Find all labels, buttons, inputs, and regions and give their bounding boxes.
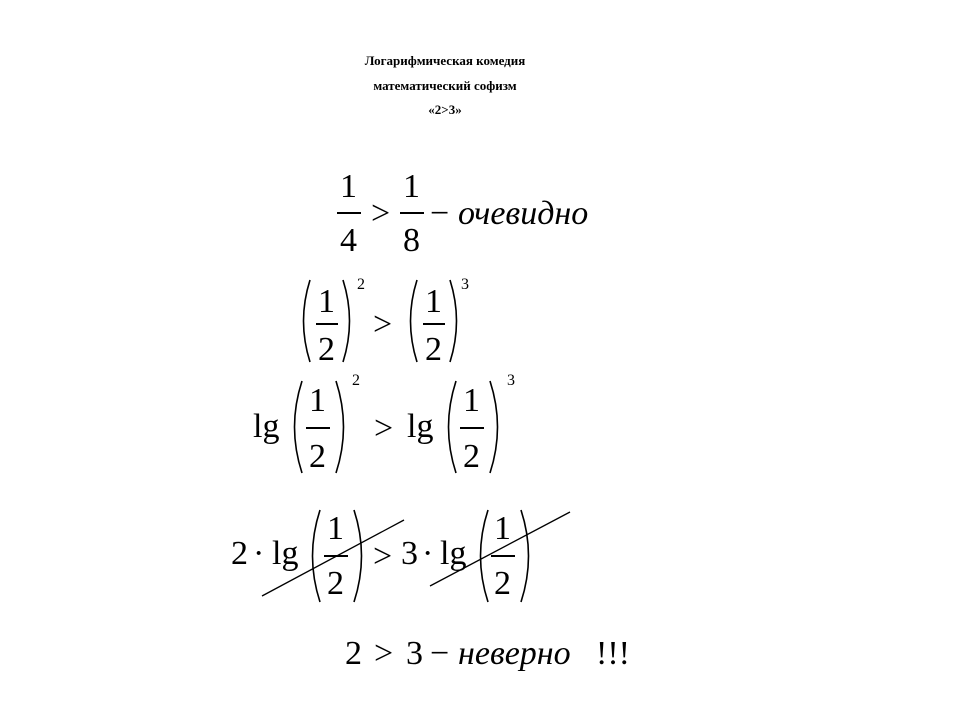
title-line-2: математический софизм <box>373 78 517 93</box>
log-function: lg <box>440 535 467 572</box>
minus-dash: − <box>430 195 450 232</box>
exponent: 3 <box>461 276 469 293</box>
minus-dash: − <box>430 635 450 672</box>
greater-than-sign: > <box>373 538 393 575</box>
fraction-numerator: 1 <box>327 510 344 547</box>
log-function: lg <box>272 535 299 572</box>
comment-false: неверно <box>458 635 571 672</box>
fraction-numerator: 1 <box>463 382 480 419</box>
fraction-numerator: 1 <box>494 510 511 547</box>
comment-obviously: очевидно <box>458 195 589 232</box>
fraction-numerator: 1 <box>340 168 357 205</box>
fraction-denominator: 2 <box>494 565 511 602</box>
fraction-denominator: 4 <box>340 222 357 259</box>
title-line-3: «2>3» <box>428 102 462 117</box>
number-two: 2 <box>345 635 362 672</box>
greater-than-sign: > <box>373 306 393 343</box>
log-function: lg <box>253 408 280 445</box>
exponent: 3 <box>507 372 515 389</box>
coefficient: 2 <box>231 535 248 572</box>
greater-than-sign: > <box>374 410 394 447</box>
exponent: 2 <box>357 276 365 293</box>
fraction-denominator: 2 <box>309 438 326 475</box>
strike-line-left <box>262 520 404 596</box>
exponent: 2 <box>352 372 360 389</box>
strike-line-right <box>430 512 570 586</box>
greater-than-sign: > <box>371 195 391 232</box>
coefficient: 3 <box>401 535 418 572</box>
number-three: 3 <box>406 635 423 672</box>
fraction-denominator: 2 <box>327 565 344 602</box>
fraction-numerator: 1 <box>425 283 442 320</box>
log-function: lg <box>407 408 434 445</box>
multiply-dot: · <box>422 535 434 572</box>
fraction-numerator: 1 <box>318 283 335 320</box>
fraction-denominator: 2 <box>318 331 335 368</box>
fraction-denominator: 8 <box>403 222 420 259</box>
fraction-numerator: 1 <box>309 382 326 419</box>
fraction-numerator: 1 <box>403 168 420 205</box>
fraction-denominator: 2 <box>463 438 480 475</box>
greater-than-sign: > <box>374 635 394 672</box>
multiply-dot: · <box>253 535 265 572</box>
fraction-denominator: 2 <box>425 331 442 368</box>
exclamation-marks: !!! <box>596 635 630 672</box>
title-line-1: Логарифмическая комедия <box>364 53 526 68</box>
